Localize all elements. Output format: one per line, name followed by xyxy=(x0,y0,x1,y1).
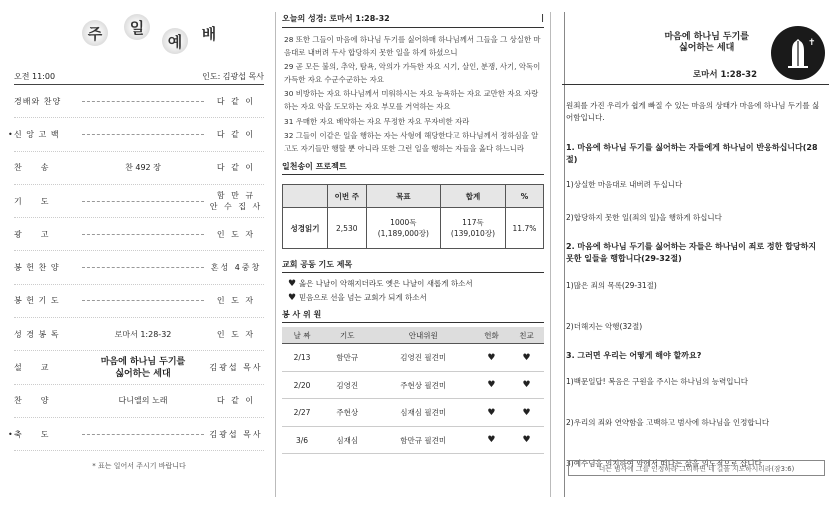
heart-icon: ♥ xyxy=(288,279,299,290)
sermon-title: 마음에 하나님 두기를 싫어하는 세대 xyxy=(664,32,749,53)
title-char-circle xyxy=(82,20,108,46)
heart-icon: ♥ xyxy=(474,371,509,399)
title-char: 일 xyxy=(129,18,145,37)
table-cell: 2/27 xyxy=(282,399,322,427)
table-row xyxy=(282,399,544,427)
praying-hands-icon xyxy=(771,26,825,80)
heart-icon: ♥ xyxy=(474,344,509,372)
bullet-mark: • xyxy=(8,429,13,439)
order-list xyxy=(8,85,264,451)
order-item-label: 찬 송 xyxy=(14,163,50,173)
sermon-intro: 원죄를 가진 우리가 쉽게 빠질 수 있는 마음의 상태가 마음에 하나님 두기를 싫어함입니다. xyxy=(566,101,820,122)
service-committee-title: 봉 사 위 원 xyxy=(282,309,544,323)
table-cell: 11.7% xyxy=(505,208,543,249)
prayer-text: 믿음으로 선을 넘는 교회가 되게 하소서 xyxy=(298,293,427,303)
order-item-person: 혼성 4중창 xyxy=(210,263,262,273)
table-cell: 함만규 필견미 xyxy=(372,426,474,454)
heart-icon: ♥ xyxy=(474,399,509,427)
section-heading: 1. 마음에 하나님 두기를 싫어하는 자들에게 하나님이 반응하십니다(28절) xyxy=(566,143,818,164)
table-row xyxy=(282,344,544,372)
section-answer: 2)우리의 죄와 연약함을 고백하고 범사에 하나님을 인정합니다 xyxy=(566,417,770,427)
order-row xyxy=(14,318,264,351)
table-cell: 주현상 xyxy=(322,399,372,427)
order-item-label: 봉 헌 찬 양 xyxy=(14,263,60,273)
title-char-circle xyxy=(162,28,188,54)
verse: 29 곧 모든 불의, 추악, 탐욕, 악의가 가득한 자요 시기, 살인, 분쟁, 사기, 악독이 가득한 자요 수군수군하는 자요 xyxy=(284,62,541,84)
table-header-row xyxy=(282,327,544,344)
table-header-cell xyxy=(283,185,328,208)
bullet-mark: • xyxy=(8,129,13,139)
prayer-text: 옳은 나날이 악해지더라도 옛은 나날이 새롭게 하소서 xyxy=(298,279,473,289)
table-row xyxy=(283,208,544,249)
prayer-list xyxy=(282,273,544,307)
table-cell: 3/6 xyxy=(282,426,322,454)
verse: 28 또한 그들이 마음에 하나님 두기를 싫어하매 하나님께서 그들을 그 상실한 마음대로 내버려 두사 합당하지 못한 일을 하게 하셨으니 xyxy=(284,35,541,57)
prayer-item xyxy=(288,291,544,305)
table-cell: 김영진 필견미 xyxy=(372,344,474,372)
table-body xyxy=(282,344,544,454)
order-item-label: 봉 헌 기 도 xyxy=(14,296,60,306)
order-item-detail: 마음에 하나님 두기를 싫어하는 세대 xyxy=(100,356,186,379)
table-cell: 2,530 xyxy=(327,208,366,249)
table-cell: 1000독 (1,189,000장) xyxy=(366,208,440,249)
service-info xyxy=(14,68,264,85)
order-row xyxy=(14,385,264,418)
svg-text:✝: ✝ xyxy=(808,38,816,48)
sermon-header xyxy=(562,12,829,85)
order-item-detail: 다니엘의 노래 xyxy=(118,396,168,406)
verse: 31 우매한 자요 배약하는 자요 무정한 자요 무자비한 자라 xyxy=(284,116,470,126)
order-item-person: 함 만 규 안 수 집 사 xyxy=(209,191,263,212)
order-of-worship-panel xyxy=(0,0,272,507)
divider xyxy=(275,12,276,497)
table-cell: 성경읽기 xyxy=(283,208,328,249)
project-table xyxy=(282,184,544,249)
order-item-label: 성 경 봉 독 xyxy=(14,329,60,339)
worship-title xyxy=(14,0,264,64)
order-row xyxy=(14,251,264,284)
footnote: * 표는 일어서 주시기 바랍니다 xyxy=(92,462,186,471)
order-row xyxy=(8,118,264,151)
section-answer: 2)더해지는 악행(32절) xyxy=(566,322,643,331)
service-time: 오전 11:00 xyxy=(14,72,56,81)
order-row xyxy=(14,285,264,318)
table-row xyxy=(282,371,544,399)
order-item-detail: 찬 492 장 xyxy=(125,163,161,173)
order-row xyxy=(14,218,264,251)
order-item-person: 인 도 자 xyxy=(216,329,256,339)
table-header-cell: % xyxy=(505,185,543,208)
order-item-label: 찬 양 xyxy=(14,396,50,406)
table-header-cell: 날 짜 xyxy=(282,327,322,344)
dotted-leader xyxy=(82,267,204,268)
order-item-label: 신 앙 고 백 xyxy=(14,129,60,139)
reading-header xyxy=(282,0,544,28)
verse: 30 비방하는 자요 하나님께서 미워하시는 자요 능욕하는 자요 교만한 자요 자랑하는 자요 악을 도모하는 자요 부모를 거역하는 자요 xyxy=(284,89,539,111)
table-header-cell: 안내위원 xyxy=(372,327,474,344)
dotted-leader xyxy=(82,134,204,135)
order-item-person: 인 도 자 xyxy=(216,229,256,239)
order-item-person: 김광섭 목사 xyxy=(209,429,263,439)
order-item-person: 다 같 이 xyxy=(216,396,256,406)
table-header-row xyxy=(283,185,544,208)
heart-icon: ♥ xyxy=(474,426,509,454)
table-header-cell: 헌화 xyxy=(474,327,509,344)
section-answer: 1)백문일답! 복음은 구원을 주시는 하나님의 능력입니다 xyxy=(566,376,749,386)
bulletin-info-panel xyxy=(282,0,544,507)
section-answer: 1)상실한 마음대로 내버려 두십니다 xyxy=(566,180,683,189)
sermon-notes-panel xyxy=(556,0,835,507)
title-char: 예 xyxy=(167,32,183,51)
sermon-reference: 로마서 1:28-32 xyxy=(692,70,757,80)
dotted-leader xyxy=(82,234,204,235)
order-row xyxy=(14,152,264,185)
heart-icon: ♥ xyxy=(509,344,544,372)
section-heading: 3. 그러면 우리는 어떻게 해야 할까요? xyxy=(566,351,702,360)
order-item-detail: 로마서 1:28-32 xyxy=(114,329,172,339)
order-item-person: 다 같 이 xyxy=(216,96,256,106)
section-heading: 2. 마음에 하나님 두기를 싫어하는 자들은 하나님이 죄로 정한 합당하지 못한 일들을 행합니다(29-32절) xyxy=(566,242,817,263)
table-cell: 2/20 xyxy=(282,371,322,399)
table-header-cell: 이번 주 xyxy=(327,185,366,208)
title-char-circle xyxy=(124,14,150,40)
section-answer: 2)합당하지 못한 일(죄의 일)을 행하게 하십니다 xyxy=(566,213,722,222)
section-answer: 1)많은 죄의 목록(29-31절) xyxy=(566,281,657,290)
title-char: 주 xyxy=(87,24,103,43)
order-item-label: 경배와 찬양 xyxy=(14,96,62,106)
verse: 32 그들이 이같은 일을 행하는 자는 사형에 해당한다고 하나님께서 정하심을 알고도 자기들만 행할 뿐 아니라 또한 그런 일을 행하는 자들을 옳다 하느니라 xyxy=(284,131,539,153)
order-item-label: 축 도 xyxy=(14,429,50,439)
table-header-cell: 친교 xyxy=(509,327,544,344)
order-item-person: 다 같 이 xyxy=(216,129,256,139)
table-cell: 함만규 xyxy=(322,344,372,372)
dotted-leader xyxy=(82,201,204,202)
table-header-cell: 기도 xyxy=(322,327,372,344)
header-rule-mark: | xyxy=(541,13,544,22)
table-cell: 심재심 필견미 xyxy=(372,399,474,427)
dotted-leader xyxy=(82,434,204,435)
scripture-text xyxy=(282,28,544,155)
footer-verse: 너는 범사에 그를 인정하라 그리하면 네 길을 지도하시리라(잠3:6) xyxy=(568,460,825,476)
order-item-person: 김광섭 목사 xyxy=(209,363,263,373)
prayer-title: 교회 공동 기도 제목 xyxy=(282,259,544,273)
table-cell: 2/13 xyxy=(282,344,322,372)
title-char-circle xyxy=(196,20,222,46)
sermon-sections xyxy=(566,142,825,469)
order-item-person: 인 도 자 xyxy=(216,296,256,306)
section-answer: 3)예수님을 의지하여 악에서 떠나는 삶을 의도적으로 삽니다 xyxy=(566,458,762,468)
sermon-body xyxy=(556,100,835,469)
order-row xyxy=(14,85,264,118)
table-header-cell: 합계 xyxy=(441,185,506,208)
order-item-person: 다 같 이 xyxy=(216,163,256,173)
order-row xyxy=(8,418,264,451)
project-title: 일천송이 프로젝트 xyxy=(282,161,544,175)
dotted-leader xyxy=(82,300,204,301)
divider xyxy=(550,12,551,497)
table-header-cell: 목표 xyxy=(366,185,440,208)
title-char: 배 xyxy=(201,24,217,43)
table-cell: 주현상 필견미 xyxy=(372,371,474,399)
heart-icon: ♥ xyxy=(509,371,544,399)
order-row xyxy=(14,351,264,384)
service-table xyxy=(282,327,544,454)
order-item-label: 광 고 xyxy=(14,229,50,239)
dotted-leader xyxy=(82,101,204,102)
table-row xyxy=(282,426,544,454)
table-cell: 심재심 xyxy=(322,426,372,454)
heart-icon: ♥ xyxy=(509,426,544,454)
table-cell: 김영진 xyxy=(322,371,372,399)
heart-icon: ♥ xyxy=(288,293,299,304)
order-item-label: 기 도 xyxy=(14,196,50,206)
table-cell: 117독 (139,010장) xyxy=(441,208,506,249)
prayer-item xyxy=(288,277,544,291)
order-row xyxy=(14,185,264,218)
reading-title: 오늘의 성경: 로마서 1:28-32 xyxy=(282,14,390,23)
service-leader: 인도: 김광섭 목사 xyxy=(202,72,264,81)
heart-icon: ♥ xyxy=(509,399,544,427)
order-item-label: 설 교 xyxy=(14,363,50,373)
